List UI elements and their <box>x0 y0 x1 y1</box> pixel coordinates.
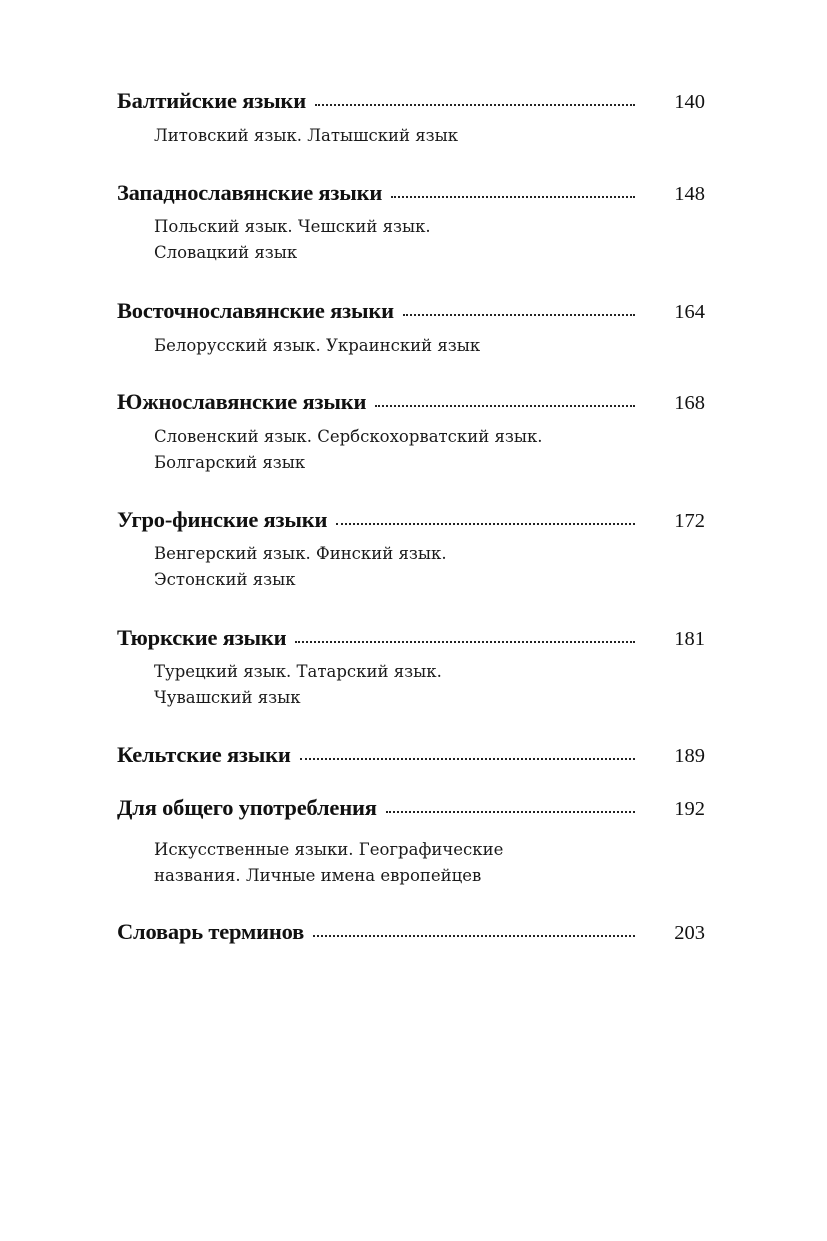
section-title: Словарь терминов <box>117 919 305 944</box>
page-number: 140 <box>674 91 705 113</box>
toc-entry <box>117 625 705 711</box>
page-number: 181 <box>674 628 705 650</box>
page-number: 189 <box>674 745 705 767</box>
section-title: Восточнославянские языки <box>117 298 394 323</box>
toc-heading-row <box>117 180 705 208</box>
page-number: 168 <box>674 392 705 414</box>
toc-entry <box>117 389 705 476</box>
page-number: 192 <box>674 798 705 820</box>
toc-entry <box>117 507 705 593</box>
toc-heading-row <box>117 298 705 326</box>
section-subtitle: Венгерский язык. Финский язык. Эстонский язык <box>154 544 447 589</box>
toc-heading-row <box>117 795 705 823</box>
toc-entry <box>117 88 705 149</box>
page-number: 172 <box>674 510 705 532</box>
section-title: Кельтские языки <box>117 742 291 767</box>
dot-leader <box>295 637 635 643</box>
dot-leader <box>336 519 635 525</box>
toc-heading-row <box>117 742 705 770</box>
dot-leader <box>300 754 635 760</box>
toc-heading-row <box>117 88 705 116</box>
dot-leader <box>403 310 635 316</box>
toc-heading-row <box>117 625 705 653</box>
section-title: Южнославянские языки <box>117 389 367 414</box>
section-title: Тюркские языки <box>117 625 287 650</box>
section-subtitle: Белорусский язык. Украинский язык <box>154 336 481 355</box>
dot-leader <box>375 401 635 407</box>
dot-leader <box>315 100 635 106</box>
dot-leader <box>391 192 635 198</box>
toc-entry <box>117 919 705 947</box>
toc-heading-row <box>117 389 705 417</box>
toc-entry <box>117 298 705 359</box>
section-title: Угро-финские языки <box>117 507 328 532</box>
page-number: 203 <box>674 922 705 944</box>
page-number: 148 <box>674 183 705 205</box>
toc-entry <box>117 742 705 770</box>
toc-heading-row <box>117 919 705 947</box>
section-title: Балтийские языки <box>117 88 306 113</box>
dot-leader <box>386 807 635 813</box>
dot-leader <box>313 931 635 937</box>
page-number: 164 <box>674 301 705 323</box>
section-title: Западнославянские языки <box>117 180 383 205</box>
toc-entry <box>117 180 705 266</box>
toc-heading-row <box>117 507 705 535</box>
section-subtitle: Литовский язык. Латышский язык <box>154 126 459 145</box>
toc-entry <box>117 795 705 889</box>
section-subtitle: Искусственные языки. Географические названия. Личные имена европейцев <box>154 840 504 885</box>
section-title: Для общего употребления <box>117 795 377 820</box>
section-subtitle: Польский язык. Чешский язык. Словацкий язык <box>154 217 431 262</box>
section-subtitle: Турецкий язык. Татарский язык. Чувашский язык <box>154 662 442 707</box>
section-subtitle: Словенский язык. Сербскохорватский язык. Болгарский язык <box>154 427 543 472</box>
